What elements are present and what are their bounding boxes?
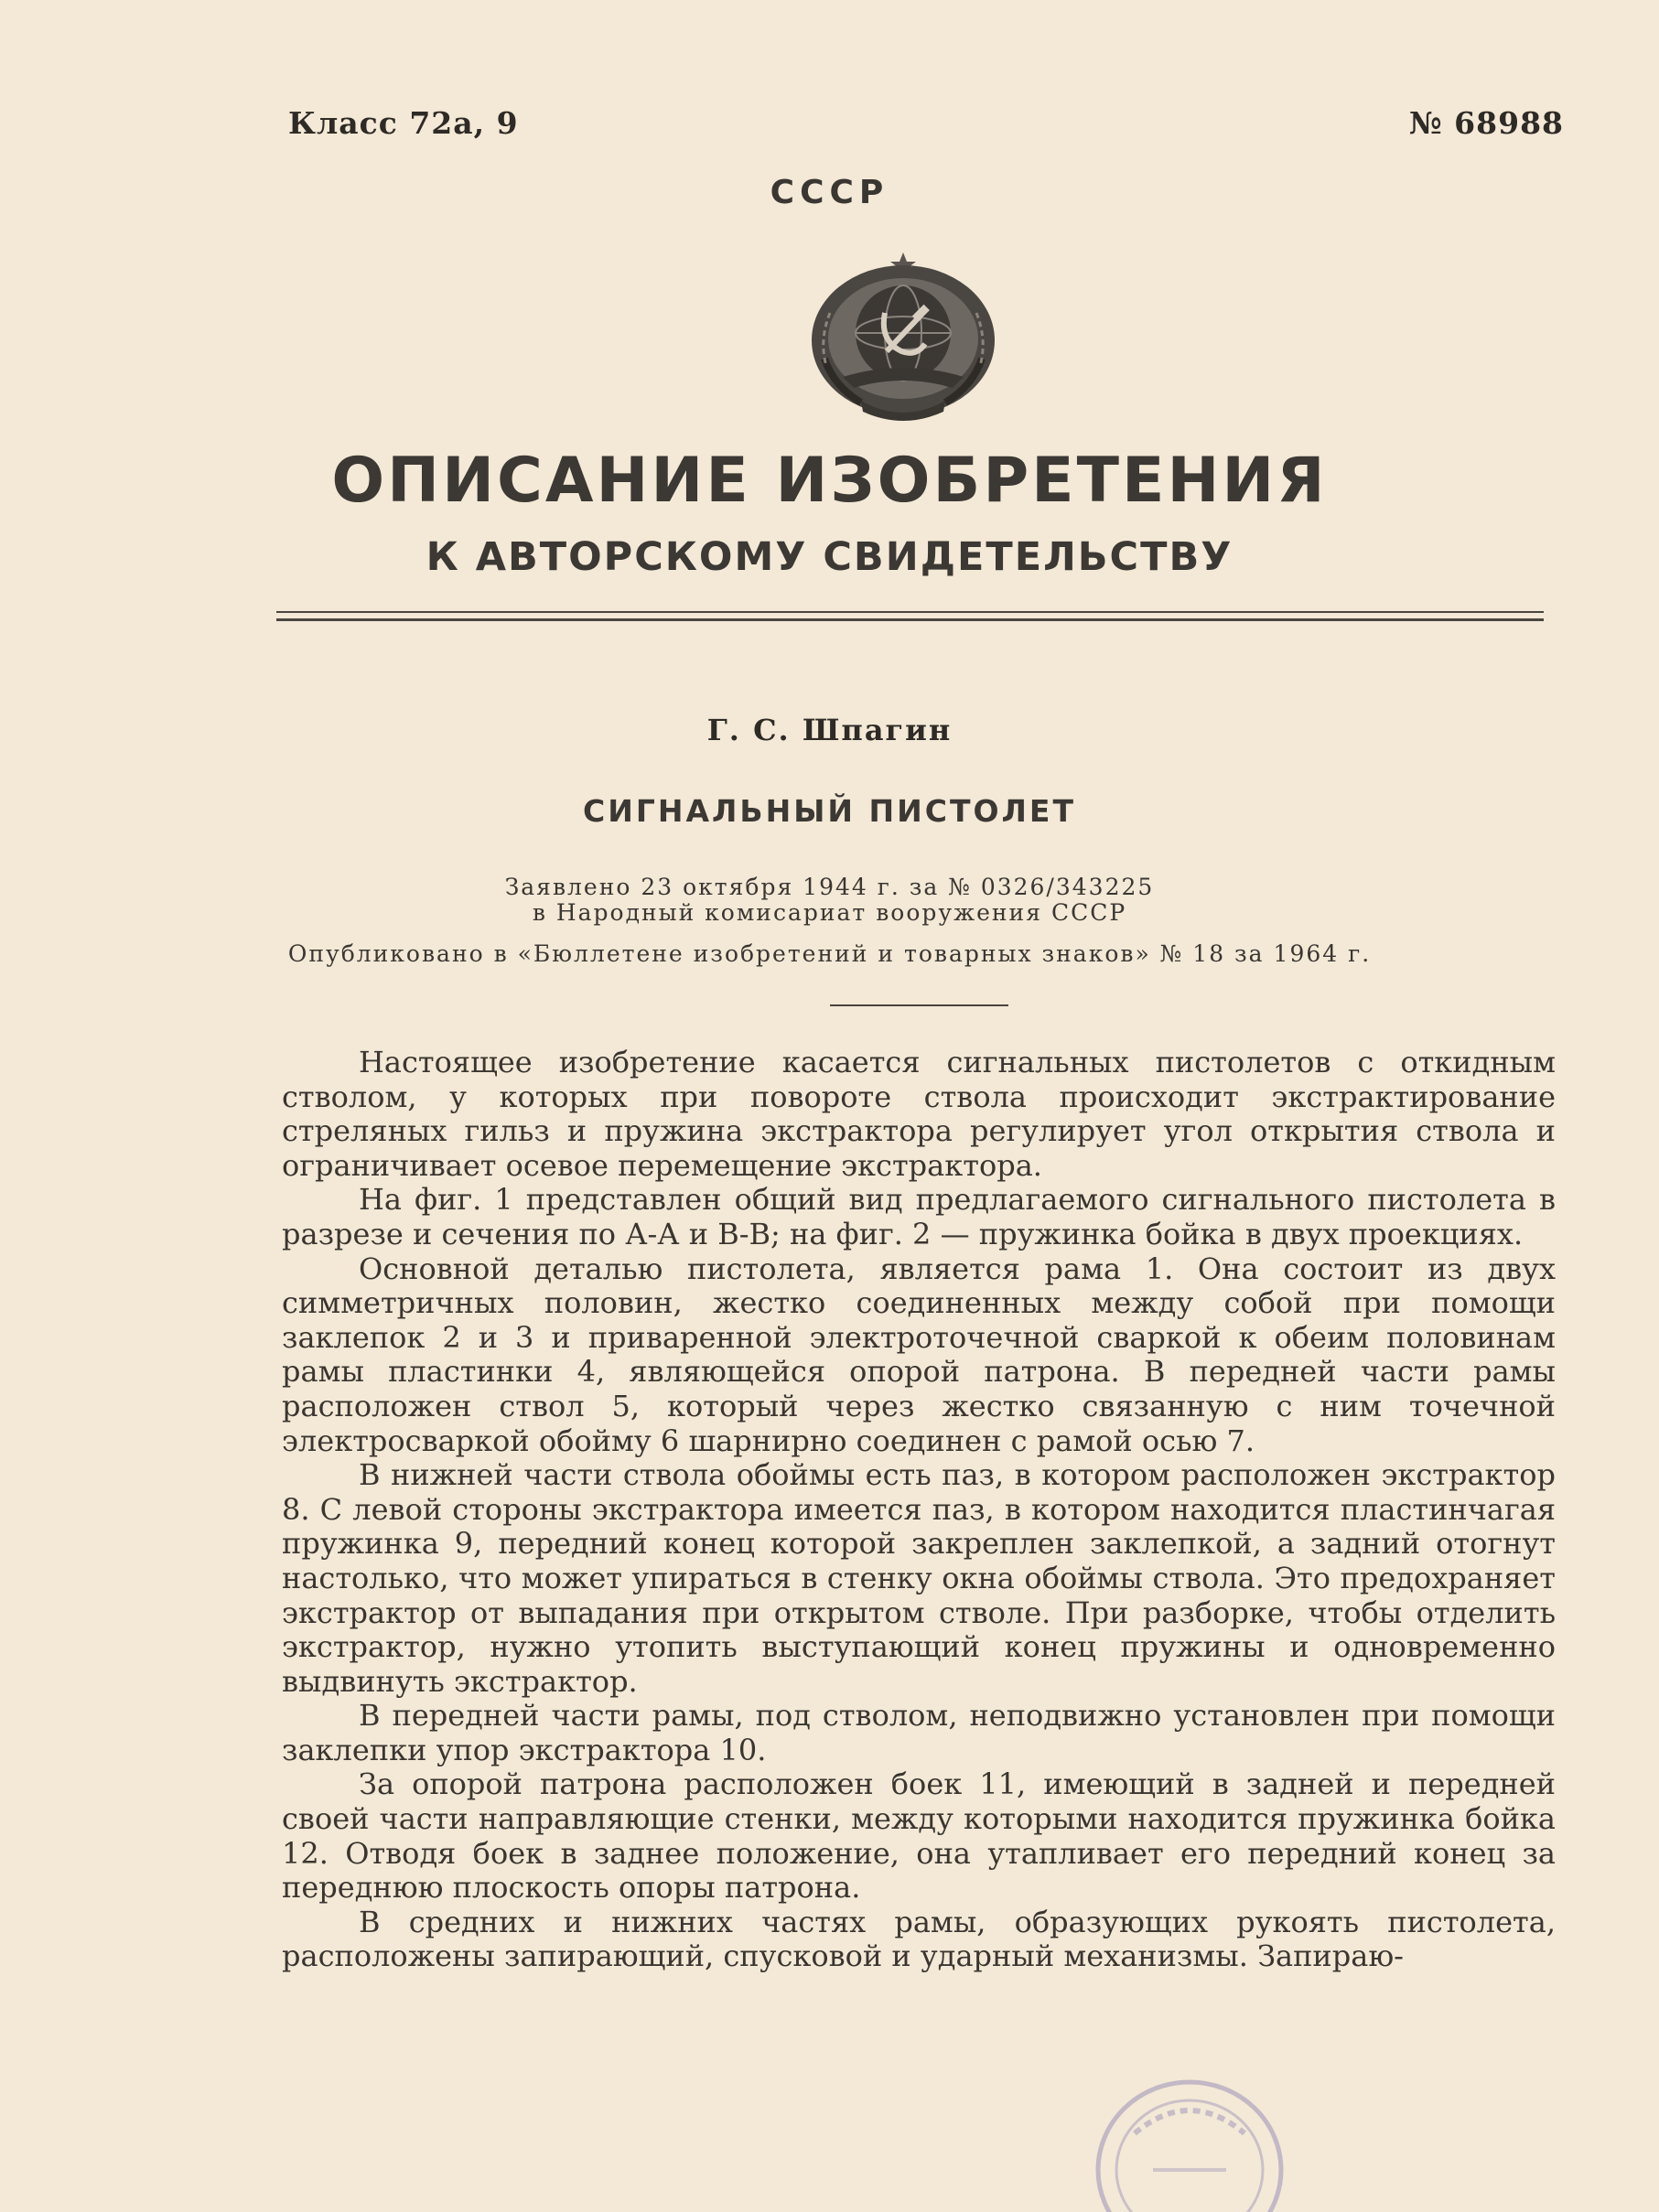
patent-number: № 68988 (1408, 105, 1564, 141)
paragraph: В передней части рамы, под стволом, неподвижно установлен при помощи заклепки упор экстрактора 10. (282, 1698, 1556, 1767)
classification-label: Класс 72а, 9 (288, 105, 519, 141)
library-stamp-icon (1080, 2069, 1299, 2212)
invention-title: СИГНАЛЬНЫЙ ПИСТОЛЕТ (583, 793, 1076, 829)
publication-info: Опубликовано в «Бюллетене изобретений и товарных знаков» № 18 за 1964 г. (287, 940, 1372, 967)
title-rule-top (276, 611, 1544, 613)
title-rule-bottom (276, 618, 1544, 621)
paragraph: В нижней части ствола обоймы есть паз, в котором расположен экстрактор 8. С левой стороны экстрактора имеется паз, в котором находится пластинчагая пружинка 9, передний конец которой закреплен заклепкой, а задний отогнут настолько, что может упираться в стенку окна обоймы ствола. Это предохраняет экстрактор от выпадания при открытом стволе. При разборке, чтобы отделить экстрактор, нужно утопить выступающий конец пружины и одновременно выдвинуть экстрактор. (282, 1457, 1556, 1699)
paragraph: В средних и нижних частях рамы, образующих рукоять пистолета, расположены запирающий, спусковой и ударный механизмы. Запираю- (282, 1904, 1556, 1974)
paragraph: За опорой патрона расположен боек 11, имеющий в задней и передней своей части направляющие стенки, между которыми находится пружинка бойка 12. Отводя боек в заднее положение, она утапливает его передний конец за переднюю плоскость опоры патрона. (282, 1766, 1556, 1906)
main-title: ОПИСАНИЕ ИЗОБРЕТЕНИЯ (331, 445, 1328, 517)
description-body (282, 1046, 1556, 1974)
paragraph: На фиг. 1 представлен общий вид предлагаемого сигнального пистолета в разрезе и сечения по А-А и В-В; на фиг. 2 — пружинка бойка в двух проекциях. (282, 1182, 1556, 1251)
country-label: СССР (770, 174, 889, 211)
paragraph: Настоящее изобретение касается сигнальных пистолетов с откидным стволом, у которых при повороте ствола происходит экстрактирование стреляных гильз и пружина экстрактора регулирует угол открытия ствола и ограничивает осевое перемещение экстрактора. (282, 1045, 1556, 1183)
section-divider (830, 1004, 1008, 1006)
author-name: Г. С. Шпагин (706, 713, 953, 747)
filing-info: Заявлено 23 октября 1944 г. за № 0326/343225 (504, 874, 1155, 900)
paragraph: Основной деталью пистолета, является рама 1. Она состоит из двух симметричных половин, жестко соединенных между собой при помощи заклепок 2 и 3 и приваренной электроточечной сваркой к обеим половинам рамы пластинки 4, являющейся опорой патрона. В передней части рамы расположен ствол 5, который через жестко связанную с ним точечной электросваркой обойму 6 шарнирно соединен с рамой осью 7. (282, 1251, 1556, 1458)
soviet-coat-of-arms-icon (806, 249, 1000, 426)
filing-office: в Народный комисариат вооружения СССР (532, 899, 1127, 926)
sub-title: К АВТОРСКОМУ СВИДЕТЕЛЬСТВУ (426, 534, 1233, 580)
